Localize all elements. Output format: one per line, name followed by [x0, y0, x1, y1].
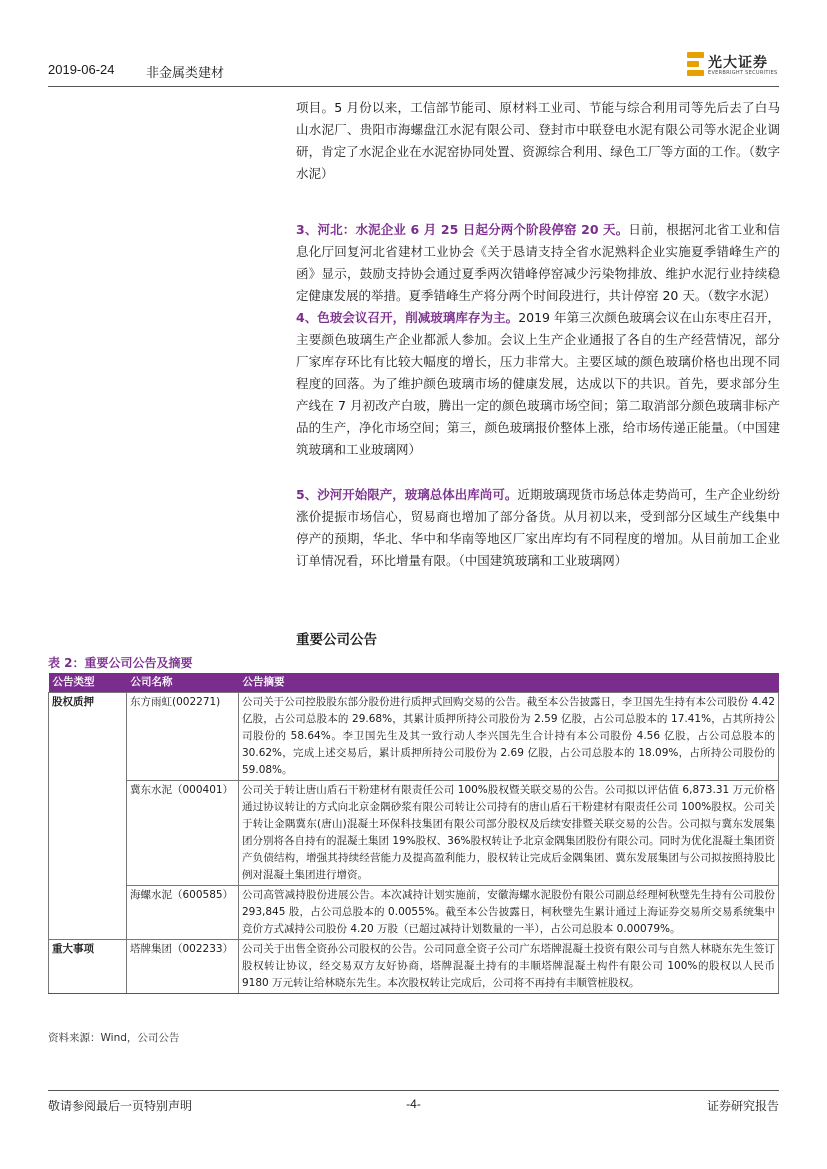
company-logo: [687, 52, 779, 78]
cell-company: 塔牌集团（002233）: [127, 939, 239, 993]
paragraph-text: 项目。5 月份以来，工信部节能司、原材料工业司、节能与综合利用司等先后去了白马山水泥厂、贵阳市海螺盘江水泥有限公司、登封市中联登电水泥有限公司等水泥企业调研，肯定了水泥企业在水泥窑协同处置、资源综合利用、绿色工厂等方面的工作。（数字水泥）: [296, 100, 780, 181]
page-number: -4-: [406, 1097, 421, 1111]
paragraph-lead: 5、沙河开始限产，玻璃总体出库尚可。: [296, 487, 518, 502]
report-sector: 非金属类建材: [146, 66, 225, 81]
footer-divider: [48, 1090, 779, 1091]
section-title: 重要公司公告: [296, 632, 377, 648]
paragraph-3: [296, 307, 780, 461]
logo-text: 光大证券: [708, 55, 768, 71]
cell-summary: 公司关于转让唐山盾石干粉建材有限责任公司 100%股权暨关联交易的公告。公司拟以评估值 6,873.31 万元价格通过协议转让的方式向北京金隅砂浆有限公司转让公司持有的唐山盾石干粉建材有限责任公司 100%股权。公司关于转让金隅冀东(唐山)混凝土环保科技集团有限公司部分股权及后续安排暨关联交易的公告。公司拟与冀东发展集团分别将各自持有的混凝土集团 19%股权、36%股权转让予北京金隅集团股份有限公司。同时为优化混凝土集团资产负债结构，增强其持续经营能力及提高盈利能力，股权转让完成后金隅集团、冀东发展集团与公司拟按照持股比例对混凝土集团进行增资。: [239, 780, 779, 885]
cell-type: 股权质押: [49, 692, 127, 939]
table-source-note: 资料来源：Wind，公司公告: [48, 1032, 180, 1044]
cell-summary: 公司高管减持股份进展公告。本次减持计划实施前，安徽海螺水泥股份有限公司副总经理柯秋璧先生持有公司股份 293,845 股，占公司总股本的 0.0055%。截至本公告披露日，柯秋璧先生累计通过上海证券交易所交易系统集中竞价方式减持公司股份 4.20 万股（已超过减持计划数量的一半），占公司总股本 0.00079%。: [239, 885, 779, 939]
logo-mark-icon: [687, 52, 704, 76]
report-date: 2019-06-24: [48, 62, 115, 77]
table-header-row: [49, 673, 779, 692]
paragraph-text: 日前，根据河北省工业和信息化厅回复河北省建材工业协会《关于恳请支持全省水泥熟料企业实施夏季错峰生产的函》显示，鼓励支持协会通过夏季两次错峰停窑减少污染物排放、维护水泥行业持续稳定健康发展的举措。夏季错峰生产将分两个时间段进行，共计停窑 20 天。（数字水泥）: [296, 222, 780, 303]
table-row: [49, 885, 779, 939]
header-divider: [48, 86, 779, 87]
table-row: [49, 939, 779, 993]
paragraph-lead: 3、河北：水泥企业 6 月 25 日起分两个阶段停窑 20 天。: [296, 222, 629, 237]
paragraph-4: [296, 484, 780, 572]
logo-subtext: EVERBRIGHT SECURITIES: [708, 70, 778, 76]
column-header-summary: 公告摘要: [239, 673, 779, 692]
announcements-table: [48, 673, 779, 994]
cell-company: 冀东水泥（000401）: [127, 780, 239, 885]
cell-type: 重大事项: [49, 939, 127, 993]
footer-report-type: 证券研究报告: [706, 1099, 779, 1113]
paragraph-text: 2019 年第三次颜色玻璃会议在山东枣庄召开，主要颜色玻璃生产企业都派人参加。会议上生产企业通报了各自的生产经营情况，部分厂家库存环比有比较大幅度的增长，压力非常大。主要区域的颜色玻璃价格也出现不同程度的回落。为了维护颜色玻璃市场的健康发展，达成以下的共识。首先，要求部分生产线在 7 月初改产白玻，腾出一定的颜色玻璃市场空间；第二取消部分颜色玻璃非标产品的生产，净化市场空间；第三，颜色玻璃报价整体上涨，给市场传递正能量。（中国建筑玻璃和工业玻璃网）: [296, 310, 780, 457]
column-header-company: 公司名称: [127, 673, 239, 692]
table-caption: 表 2：重要公司公告及摘要: [48, 656, 193, 670]
footer-disclaimer: 敬请参阅最后一页特别声明: [48, 1099, 193, 1113]
page-header: [48, 52, 779, 86]
table-row: [49, 780, 779, 885]
paragraph-2: [296, 219, 780, 307]
paragraph-text: 近期玻璃现货市场总体走势尚可，生产企业纷纷涨价提振市场信心，贸易商也增加了部分备货。从月初以来，受到部分区域生产线集中停产的预期，华北、华中和华南等地区厂家出库均有不同程度的增加。从目前加工企业订单情况看，环比增量有限。（中国建筑玻璃和工业玻璃网）: [296, 487, 780, 568]
cell-company: 东方雨虹(002271): [127, 692, 239, 780]
paragraph-lead: 4、色玻会议召开，削减玻璃库存为主。: [296, 310, 519, 325]
cell-summary: 公司关于出售全资孙公司股权的公告。公司同意全资子公司广东塔牌混凝土投资有限公司与自然人林晓东先生签订股权转让协议，经交易双方友好协商，塔牌混凝土持有的丰顺塔牌混凝土构件有限公司 100%的股权以人民币 9180 万元转让给林晓东先生。本次股权转让完成后，公司将不再持有丰顺管桩股权。: [239, 939, 779, 993]
column-header-type: 公告类型: [49, 673, 127, 692]
table-row: [49, 692, 779, 780]
paragraph-1: [296, 97, 780, 185]
cell-summary: 公司关于公司控股股东部分股份进行质押式回购交易的公告。截至本公告披露日，李卫国先生持有本公司股份 4.42 亿股，占公司总股本的 29.68%，其累计质押所持公司股份为 2.59 亿股，占公司总股本的 17.41%，占其所持公司股份的 58.64%。李卫国先生及其一致行动人李兴国先生合计持有本公司股份 4.56 亿股，占公司总股本的 30.62%，完成上述交易后，累计质押所持公司股份为 2.69 亿股，占公司总股本的 18.09%，占所持公司股份的 59.08%。: [239, 692, 779, 780]
cell-company: 海螺水泥（600585）: [127, 885, 239, 939]
